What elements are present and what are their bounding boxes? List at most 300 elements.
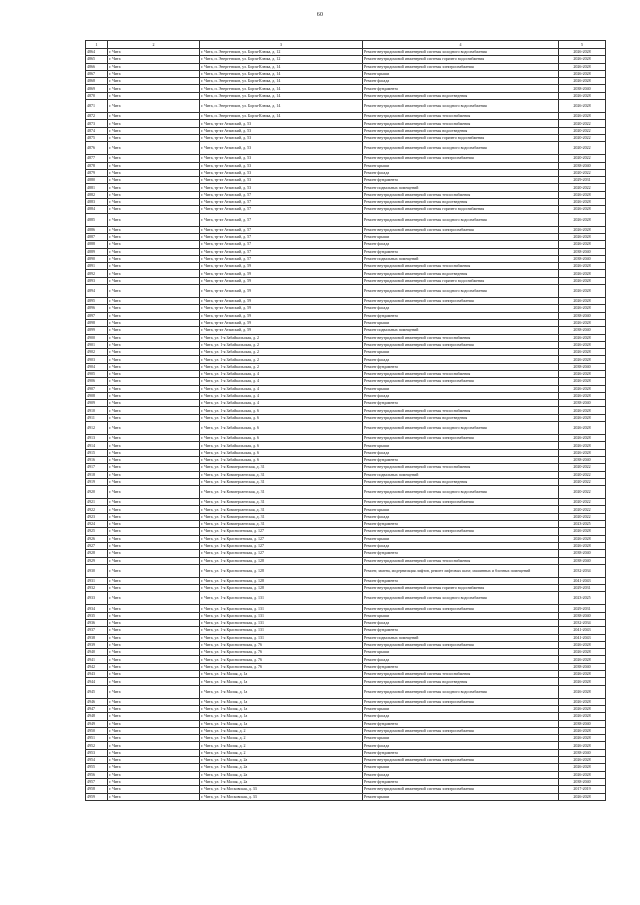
period-cell: 2032-2034: [559, 564, 606, 577]
table-row: [86, 557, 606, 564]
table-row: [86, 478, 606, 485]
work-type-cell: Ремонт внутридомовой инженерной системы электроснабжения: [363, 727, 559, 734]
work-type-cell: Ремонт внутридомовой инженерной системы электроснабжения: [363, 698, 559, 705]
municipality-cell: г. Чита: [108, 542, 200, 549]
municipality-cell: г. Чита: [108, 334, 200, 341]
row-number-cell: 4878: [86, 162, 108, 169]
work-type-cell: Ремонт внутридомовой инженерной системы водоотведения: [363, 127, 559, 134]
municipality-cell: г. Чита: [108, 663, 200, 670]
period-cell: 2023-2025: [559, 521, 606, 528]
period-cell: 2038-2040: [559, 162, 606, 169]
table-row: [86, 363, 606, 370]
address-cell: г. Чита, ул. 1-я Малая, д. 1а: [200, 720, 363, 727]
address-cell: г. Чита, ул. 1-я Красноленская, д. 127: [200, 550, 363, 557]
municipality-cell: г. Чита: [108, 56, 200, 63]
row-number-cell: 4915: [86, 449, 108, 456]
address-cell: г. Чита, ул. 1-я Забайкальская, д. 6: [200, 456, 363, 463]
work-type-cell: Ремонт подвальных помещений: [363, 634, 559, 641]
table-row: [86, 499, 606, 506]
row-number-cell: 4871: [86, 100, 108, 113]
table-row: [86, 349, 606, 356]
period-cell: 2026-2028: [559, 241, 606, 248]
period-cell: 2026-2028: [559, 92, 606, 99]
address-cell: г. Чита, ул. 1-я Малая, д. 2: [200, 749, 363, 756]
table-row: [86, 786, 606, 793]
column-header: 5: [559, 41, 606, 49]
table-body: [86, 49, 606, 801]
table-row: [86, 392, 606, 399]
municipality-cell: г. Чита: [108, 671, 200, 678]
work-type-cell: Ремонт фундамента: [363, 720, 559, 727]
row-number-cell: 4909: [86, 400, 108, 407]
municipality-cell: г. Чита: [108, 627, 200, 634]
work-type-cell: Ремонт внутридомовой инженерной системы водоотведения: [363, 270, 559, 277]
table-row: [86, 206, 606, 213]
table-row: [86, 226, 606, 233]
period-cell: 2038-2040: [559, 248, 606, 255]
address-cell: г. Чита, ул. 1-я Малая, д. 2а: [200, 764, 363, 771]
table-row: [86, 464, 606, 471]
municipality-cell: г. Чита: [108, 793, 200, 800]
period-cell: 2026-2028: [559, 407, 606, 414]
address-cell: г. Чита, ул. 1-я Красноленская, д. 131: [200, 634, 363, 641]
municipality-cell: г. Чита: [108, 620, 200, 627]
municipality-cell: г. Чита: [108, 564, 200, 577]
work-type-cell: Ремонт фундамента: [363, 778, 559, 785]
row-number-cell: 4949: [86, 720, 108, 727]
row-number-cell: 4884: [86, 206, 108, 213]
address-cell: г. Чита, ул. 1-я Забайкальская, д. 4: [200, 400, 363, 407]
work-type-cell: Ремонт фундамента: [363, 627, 559, 634]
period-cell: 2038-2040: [559, 456, 606, 463]
address-cell: г. Чита, ул. 1-я Забайкальская, д. 4: [200, 392, 363, 399]
work-type-cell: Ремонт фасада: [363, 78, 559, 85]
row-number-cell: 4934: [86, 605, 108, 612]
address-cell: г. Чита, ул. 1-я Красноленская, д. 128: [200, 577, 363, 584]
municipality-cell: г. Чита: [108, 233, 200, 240]
row-number-cell: 4881: [86, 184, 108, 191]
work-type-cell: Ремонт крыши: [363, 385, 559, 392]
municipality-cell: г. Чита: [108, 764, 200, 771]
row-number-cell: 4947: [86, 705, 108, 712]
table-row: [86, 720, 606, 727]
address-cell: г. Чита, тр-кт Атамский, д. 59: [200, 285, 363, 298]
address-cell: г. Чита, ул. 1-я Красноленская, д. 131: [200, 627, 363, 634]
address-cell: г. Чита, ул. 1-я Красноленская, д. 131: [200, 612, 363, 619]
row-number-cell: 4945: [86, 685, 108, 698]
municipality-cell: г. Чита: [108, 213, 200, 226]
municipality-cell: г. Чита: [108, 786, 200, 793]
municipality-cell: г. Чита: [108, 735, 200, 742]
period-cell: 2026-2028: [559, 356, 606, 363]
work-type-cell: Ремонт крыши: [363, 735, 559, 742]
municipality-cell: г. Чита: [108, 263, 200, 270]
work-type-cell: Ремонт подвальных помещений: [363, 327, 559, 334]
address-cell: г. Чита, ул. 1-я Красноленская, д. 128: [200, 585, 363, 592]
municipality-cell: г. Чита: [108, 349, 200, 356]
period-cell: 2026-2028: [559, 535, 606, 542]
period-cell: 2026-2028: [559, 319, 606, 326]
municipality-cell: г. Чита: [108, 585, 200, 592]
row-number-cell: 4892: [86, 270, 108, 277]
address-cell: г. Чита, ул. 1-я Коммерсантская, д. 31: [200, 499, 363, 506]
period-cell: 2026-2028: [559, 277, 606, 284]
work-type-cell: Ремонт внутридомовой инженерной системы водоотведения: [363, 678, 559, 685]
municipality-cell: г. Чита: [108, 327, 200, 334]
work-type-cell: Ремонт подвальных помещений: [363, 184, 559, 191]
period-cell: 2026-2028: [559, 705, 606, 712]
address-cell: г. Чита, ул. 1-я Красноленская, д. 131: [200, 592, 363, 605]
period-cell: 2026-2028: [559, 263, 606, 270]
period-cell: 2020-2022: [559, 506, 606, 513]
table-row: [86, 134, 606, 141]
row-number-cell: 4869: [86, 85, 108, 92]
row-number-cell: 4937: [86, 627, 108, 634]
work-type-cell: Ремонт фундамента: [363, 550, 559, 557]
work-type-cell: Ремонт фасада: [363, 356, 559, 363]
work-type-cell: Ремонт внутридомовой инженерной системы горячего водоснабжения: [363, 206, 559, 213]
table-row: [86, 285, 606, 298]
municipality-cell: г. Чита: [108, 528, 200, 535]
table-row: [86, 63, 606, 70]
municipality-cell: г. Чита: [108, 63, 200, 70]
municipality-cell: г. Чита: [108, 392, 200, 399]
address-cell: г. Чита, тр-кт Атамский, д. 59: [200, 305, 363, 312]
table-row: [86, 577, 606, 584]
address-cell: г. Чита, ул. 1-я Малая, д. 1а: [200, 713, 363, 720]
period-cell: 2020-2022: [559, 134, 606, 141]
row-number-cell: 4875: [86, 134, 108, 141]
municipality-cell: г. Чита: [108, 70, 200, 77]
table-row: [86, 705, 606, 712]
period-cell: 2026-2028: [559, 385, 606, 392]
municipality-cell: г. Чита: [108, 248, 200, 255]
period-cell: 2026-2028: [559, 213, 606, 226]
address-cell: г. Чита, п. Энергетиков, ул. Борзя-Клюка, д. 14: [200, 85, 363, 92]
table-row: [86, 334, 606, 341]
municipality-cell: г. Чита: [108, 422, 200, 435]
address-cell: г. Чита, п. Энергетиков, ул. Борзя-Клюка, д. 14: [200, 63, 363, 70]
row-number-cell: 4942: [86, 663, 108, 670]
address-cell: г. Чита, ул. 1-я Забайкальская, д. 4: [200, 378, 363, 385]
municipality-cell: г. Чита: [108, 499, 200, 506]
municipality-cell: г. Чита: [108, 169, 200, 176]
address-cell: г. Чита, ул. 1-я Забайкальская, д. 2: [200, 341, 363, 348]
municipality-cell: г. Чита: [108, 312, 200, 319]
municipality-cell: г. Чита: [108, 120, 200, 127]
work-type-cell: Ремонт фундамента: [363, 248, 559, 255]
period-cell: 2026-2028: [559, 713, 606, 720]
period-cell: 2026-2028: [559, 449, 606, 456]
municipality-cell: г. Чита: [108, 385, 200, 392]
work-type-cell: Ремонт внутридомовой инженерной системы электроснабжения: [363, 226, 559, 233]
address-cell: г. Чита, ул. 1-я Красноленская, д. 127: [200, 535, 363, 542]
table-row: [86, 49, 606, 56]
row-number-cell: 4919: [86, 478, 108, 485]
municipality-cell: г. Чита: [108, 557, 200, 564]
municipality-cell: г. Чита: [108, 363, 200, 370]
period-cell: 2026-2028: [559, 370, 606, 377]
row-number-cell: 4891: [86, 263, 108, 270]
row-number-cell: 4951: [86, 735, 108, 742]
period-cell: 2026-2028: [559, 435, 606, 442]
table-row: [86, 277, 606, 284]
row-number-cell: 4896: [86, 305, 108, 312]
work-type-cell: Ремонт фундамента: [363, 400, 559, 407]
table-row: [86, 727, 606, 734]
address-cell: г. Чита, ул. 1-я Малая, д. 2а: [200, 757, 363, 764]
municipality-cell: г. Чита: [108, 685, 200, 698]
period-cell: 2026-2028: [559, 191, 606, 198]
table-row: [86, 592, 606, 605]
municipality-cell: г. Чита: [108, 155, 200, 162]
work-type-cell: Ремонт фасада: [363, 392, 559, 399]
row-number-cell: 4886: [86, 226, 108, 233]
address-cell: г. Чита, ул. 1-я Красноленская, д. 76: [200, 641, 363, 648]
municipality-cell: г. Чита: [108, 184, 200, 191]
address-cell: г. Чита, ул. 1-я Малая, д. 2а: [200, 771, 363, 778]
work-type-cell: Ремонт крыши: [363, 319, 559, 326]
period-cell: 2026-2028: [559, 671, 606, 678]
municipality-cell: г. Чита: [108, 678, 200, 685]
municipality-cell: г. Чита: [108, 370, 200, 377]
work-type-cell: Ремонт фасада: [363, 241, 559, 248]
address-cell: г. Чита, ул. 1-я Коммерсантская, д. 31: [200, 486, 363, 499]
row-number-cell: 4903: [86, 356, 108, 363]
row-number-cell: 4929: [86, 557, 108, 564]
address-cell: г. Чита, ул. 1-я Малая, д. 2: [200, 742, 363, 749]
period-cell: 2026-2028: [559, 764, 606, 771]
municipality-cell: г. Чита: [108, 226, 200, 233]
period-cell: 2026-2028: [559, 757, 606, 764]
period-cell: 2026-2028: [559, 226, 606, 233]
table-row: [86, 471, 606, 478]
row-number-cell: 4866: [86, 63, 108, 70]
work-type-cell: Ремонт внутридомовой инженерной системы холодного водоснабжения: [363, 213, 559, 226]
municipality-cell: г. Чита: [108, 471, 200, 478]
municipality-cell: г. Чита: [108, 177, 200, 184]
table-row: [86, 85, 606, 92]
municipality-cell: г. Чита: [108, 749, 200, 756]
table-row: [86, 378, 606, 385]
row-number-cell: 4872: [86, 113, 108, 120]
period-cell: 2029-2031: [559, 605, 606, 612]
municipality-cell: г. Чита: [108, 270, 200, 277]
table-row: [86, 255, 606, 262]
work-type-cell: Ремонт крыши: [363, 442, 559, 449]
table-row: [86, 671, 606, 678]
address-cell: г. Чита, тр-кт Атамский, д. 57: [200, 248, 363, 255]
table-row: [86, 641, 606, 648]
table-row: [86, 142, 606, 155]
work-type-cell: Ремонт крыши: [363, 233, 559, 240]
address-cell: г. Чита, тр-кт Атамский, д. 53: [200, 177, 363, 184]
municipality-cell: г. Чита: [108, 713, 200, 720]
address-cell: г. Чита, ул. 1-я Малая, д. 1а: [200, 671, 363, 678]
row-number-cell: 4940: [86, 649, 108, 656]
row-number-cell: 4921: [86, 499, 108, 506]
period-cell: 2020-2022: [559, 486, 606, 499]
address-cell: г. Чита, тр-кт Атамский, д. 57: [200, 206, 363, 213]
table-row: [86, 771, 606, 778]
work-type-cell: Ремонт фасада: [363, 513, 559, 520]
row-number-cell: 4936: [86, 620, 108, 627]
period-cell: 2020-2022: [559, 471, 606, 478]
period-cell: 2026-2028: [559, 285, 606, 298]
row-number-cell: 4908: [86, 392, 108, 399]
address-cell: г. Чита, тр-кт Атамский, д. 57: [200, 199, 363, 206]
municipality-cell: г. Чита: [108, 407, 200, 414]
table-row: [86, 778, 606, 785]
table-row: [86, 305, 606, 312]
municipality-cell: г. Чита: [108, 757, 200, 764]
address-cell: г. Чита, тр-кт Атамский, д. 53: [200, 169, 363, 176]
period-cell: 2026-2028: [559, 656, 606, 663]
address-cell: г. Чита, ул. 1-я Забайкальская, д. 6: [200, 422, 363, 435]
work-type-cell: Ремонт крыши: [363, 649, 559, 656]
address-cell: г. Чита, тр-кт Атамский, д. 53: [200, 120, 363, 127]
municipality-cell: г. Чита: [108, 49, 200, 56]
table-row: [86, 270, 606, 277]
period-cell: 2026-2028: [559, 113, 606, 120]
address-cell: г. Чита, тр-кт Атамский, д. 53: [200, 142, 363, 155]
address-cell: г. Чита, тр-кт Атамский, д. 59: [200, 319, 363, 326]
work-type-cell: Ремонт внутридомовой инженерной системы электроснабжения: [363, 435, 559, 442]
period-cell: 2026-2028: [559, 233, 606, 240]
period-cell: 2041-2043: [559, 577, 606, 584]
work-type-cell: Ремонт подвальных помещений: [363, 255, 559, 262]
work-type-cell: Ремонт внутридомовой инженерной системы электроснабжения: [363, 63, 559, 70]
table-row: [86, 263, 606, 270]
row-number-cell: 4907: [86, 385, 108, 392]
municipality-cell: г. Чита: [108, 649, 200, 656]
address-cell: г. Чита, ул. 1-я Красноленская, д. 76: [200, 663, 363, 670]
row-number-cell: 4932: [86, 585, 108, 592]
table-row: [86, 649, 606, 656]
table-row: [86, 341, 606, 348]
work-type-cell: Ремонт внутридомовой инженерной системы холодного водоснабжения: [363, 142, 559, 155]
work-type-cell: Ремонт внутридомовой инженерной системы горячего водоснабжения: [363, 277, 559, 284]
address-cell: г. Чита, тр-кт Атамский, д. 57: [200, 226, 363, 233]
period-cell: 2026-2028: [559, 199, 606, 206]
table-row: [86, 113, 606, 120]
period-cell: 2026-2028: [559, 698, 606, 705]
address-cell: г. Чита, ул. 1-я Забайкальская, д. 6: [200, 407, 363, 414]
row-number-cell: 4877: [86, 155, 108, 162]
address-cell: г. Чита, ул. 1-я Забайкальская, д. 4: [200, 370, 363, 377]
period-cell: 2020-2022: [559, 464, 606, 471]
work-type-cell: Ремонт внутридомовой инженерной системы холодного водоснабжения: [363, 49, 559, 56]
row-number-cell: 4916: [86, 456, 108, 463]
period-cell: 2038-2040: [559, 327, 606, 334]
address-cell: г. Чита, тр-кт Атамский, д. 57: [200, 213, 363, 226]
address-cell: г. Чита, ул. 1-я Красноленская, д. 127: [200, 528, 363, 535]
work-type-cell: Ремонт крыши: [363, 705, 559, 712]
period-cell: 2026-2028: [559, 641, 606, 648]
address-cell: г. Чита, ул. 1-я Красноленская, д. 131: [200, 605, 363, 612]
period-cell: 2020-2022: [559, 155, 606, 162]
address-cell: г. Чита, ул. 1-я Московская, д. 33: [200, 786, 363, 793]
address-cell: г. Чита, тр-кт Атамский, д. 59: [200, 327, 363, 334]
address-cell: г. Чита, тр-кт Атамский, д. 59: [200, 263, 363, 270]
period-cell: 2026-2028: [559, 414, 606, 421]
address-cell: г. Чита, п. Энергетиков, ул. Борзя-Клюка, д. 14: [200, 100, 363, 113]
row-number-cell: 4910: [86, 407, 108, 414]
column-header: 1: [86, 41, 108, 49]
work-type-cell: Ремонт крыши: [363, 764, 559, 771]
table-row: [86, 400, 606, 407]
period-cell: 2029-2031: [559, 177, 606, 184]
row-number-cell: 4879: [86, 169, 108, 176]
period-cell: 2026-2028: [559, 298, 606, 305]
table-row: [86, 327, 606, 334]
work-type-cell: Ремонт внутридомовой инженерной системы холодного водоснабжения: [363, 422, 559, 435]
period-cell: 2023-2025: [559, 592, 606, 605]
row-number-cell: 4927: [86, 542, 108, 549]
table-row: [86, 312, 606, 319]
row-number-cell: 4935: [86, 612, 108, 619]
period-cell: 2026-2028: [559, 742, 606, 749]
period-cell: 2038-2040: [559, 612, 606, 619]
table-row: [86, 742, 606, 749]
municipality-cell: г. Чита: [108, 449, 200, 456]
row-number-cell: 4954: [86, 757, 108, 764]
address-cell: г. Чита, п. Энергетиков, ул. Борзя-Клюка, д. 12: [200, 49, 363, 56]
table-row: [86, 127, 606, 134]
row-number-cell: 4926: [86, 535, 108, 542]
table-row: [86, 793, 606, 800]
row-number-cell: 4898: [86, 319, 108, 326]
period-cell: 2020-2022: [559, 499, 606, 506]
address-cell: г. Чита, ул. 1-я Коммерсантская, д. 31: [200, 513, 363, 520]
municipality-cell: г. Чита: [108, 142, 200, 155]
address-cell: г. Чита, ул. 1-я Малая, д. 1а: [200, 705, 363, 712]
table-row: [86, 528, 606, 535]
municipality-cell: г. Чита: [108, 435, 200, 442]
work-type-cell: Ремонт фундамента: [363, 177, 559, 184]
period-cell: 2041-2043: [559, 627, 606, 634]
municipality-cell: г. Чита: [108, 577, 200, 584]
period-cell: 2026-2028: [559, 100, 606, 113]
period-cell: 2038-2040: [559, 749, 606, 756]
address-cell: г. Чита, ул. 1-я Коммерсантская, д. 31: [200, 521, 363, 528]
municipality-cell: г. Чита: [108, 605, 200, 612]
period-cell: 2026-2028: [559, 392, 606, 399]
municipality-cell: г. Чита: [108, 513, 200, 520]
address-cell: г. Чита, тр-кт Атамский, д. 59: [200, 298, 363, 305]
municipality-cell: г. Чита: [108, 612, 200, 619]
address-cell: г. Чита, ул. 1-я Забайкальская, д. 6: [200, 449, 363, 456]
municipality-cell: г. Чита: [108, 535, 200, 542]
period-cell: 2026-2028: [559, 206, 606, 213]
column-header: 4: [363, 41, 559, 49]
address-cell: г. Чита, ул. 1-я Коммерсантская, д. 31: [200, 464, 363, 471]
address-cell: г. Чита, тр-кт Атамский, д. 53: [200, 134, 363, 141]
address-cell: г. Чита, тр-кт Атамский, д. 57: [200, 241, 363, 248]
work-type-cell: Ремонт крыши: [363, 793, 559, 800]
address-cell: г. Чита, ул. 1-я Забайкальская, д. 2: [200, 363, 363, 370]
row-number-cell: 4900: [86, 334, 108, 341]
work-type-cell: Ремонт крыши: [363, 162, 559, 169]
table-row: [86, 685, 606, 698]
row-number-cell: 4894: [86, 285, 108, 298]
address-cell: г. Чита, тр-кт Атамский, д. 53: [200, 155, 363, 162]
address-cell: г. Чита, ул. 1-я Малая, д. 1а: [200, 698, 363, 705]
table-row: [86, 535, 606, 542]
work-type-cell: Ремонт фундамента: [363, 749, 559, 756]
table-row: [86, 233, 606, 240]
municipality-cell: г. Чита: [108, 727, 200, 734]
